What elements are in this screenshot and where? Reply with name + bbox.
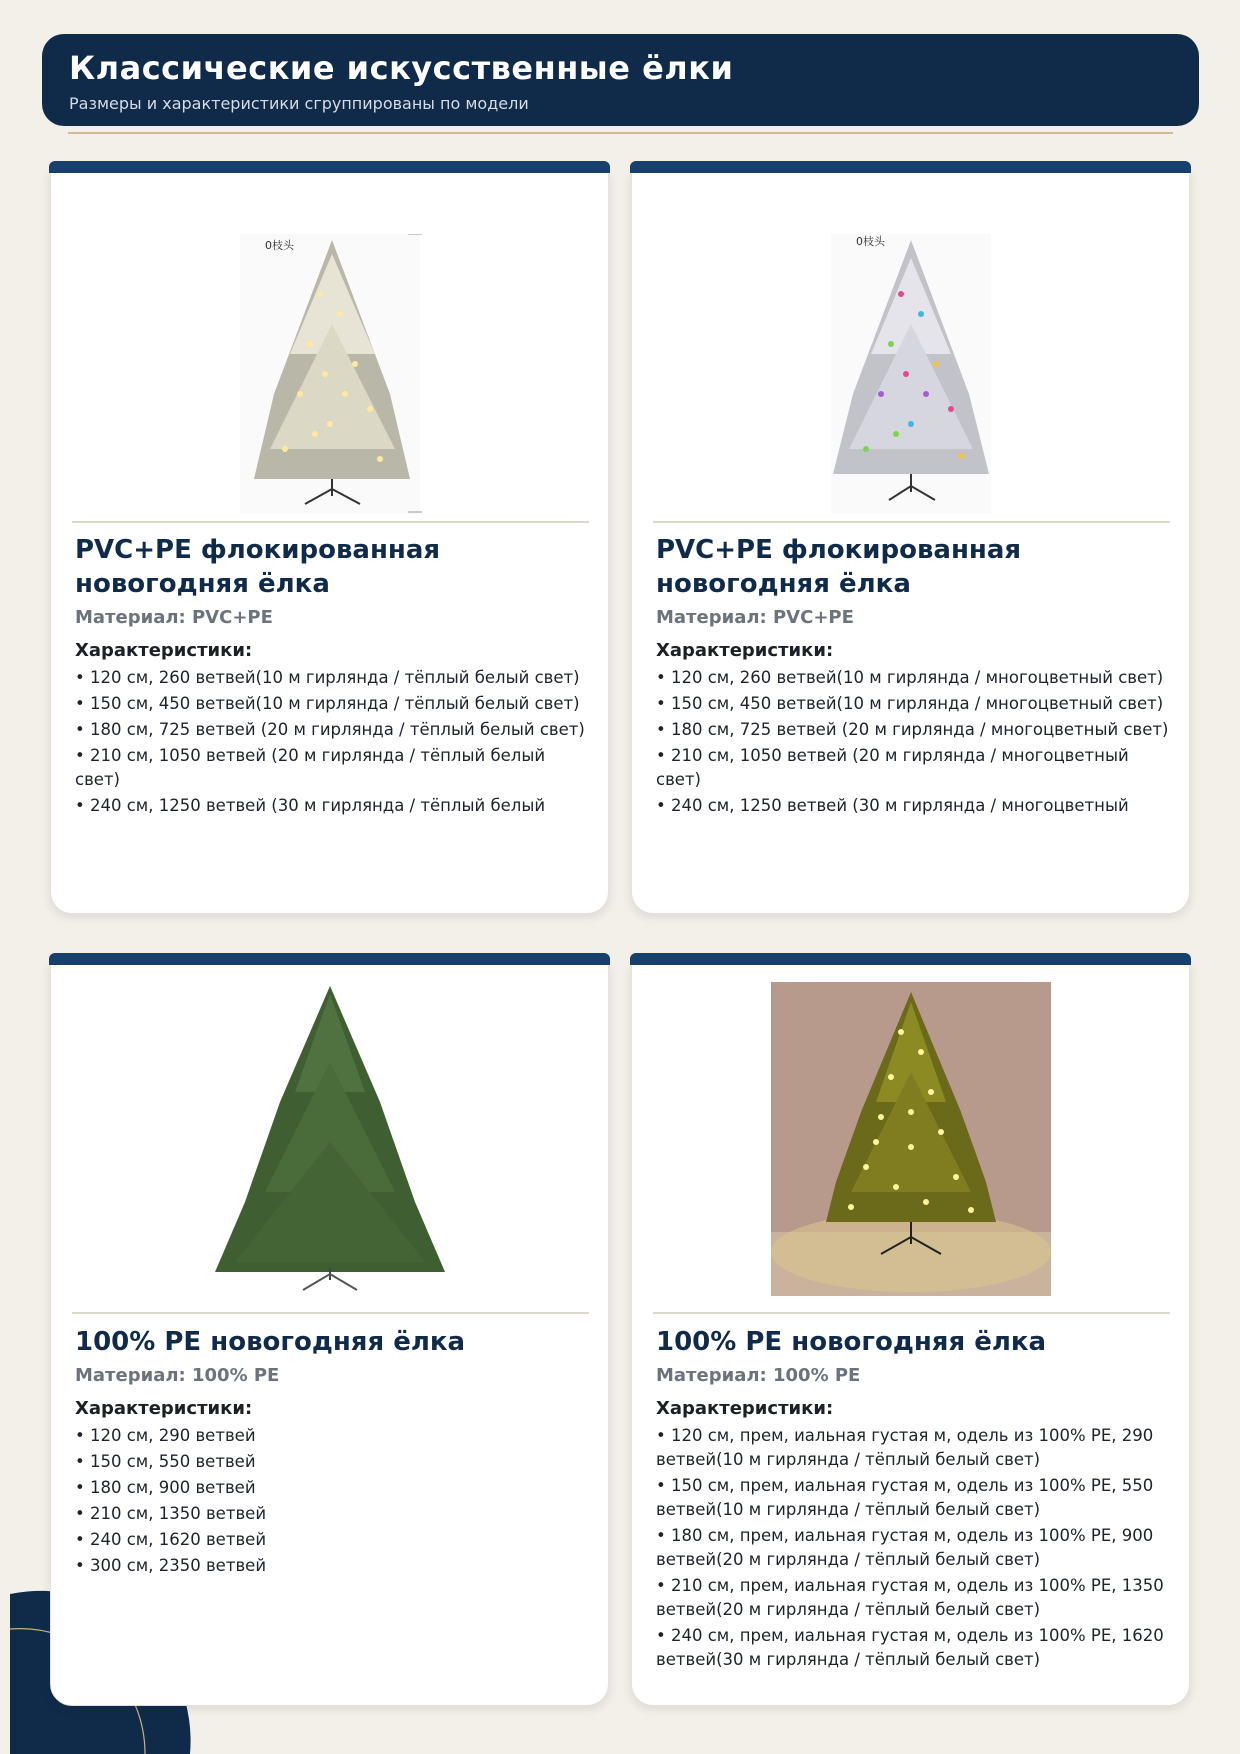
spec-item: • 150 см, 550 ветвей bbox=[75, 1452, 256, 1471]
spec-item: • 210 см, 1050 ветвей (20 м гирлянда / тёплый белый свет) bbox=[75, 746, 546, 789]
card-body bbox=[656, 1325, 1169, 1674]
specs-list bbox=[656, 1424, 1169, 1672]
spec-item: • 180 см, 725 ветвей (20 м гирлянда / тёплый белый свет) bbox=[75, 720, 585, 739]
product-card-flocked-multicolor bbox=[631, 172, 1190, 914]
card-body bbox=[75, 533, 588, 820]
spec-item: • 240 см, 1620 ветвей bbox=[75, 1530, 267, 1549]
spec-item: • 300 см, 2350 ветвей bbox=[75, 1556, 267, 1575]
spec-item: • 180 см, 725 ветвей (20 м гирлянда / многоцветный свет) bbox=[656, 720, 1169, 739]
product-card-pe-green bbox=[50, 964, 609, 1706]
image-caption: 0枝头 bbox=[265, 239, 294, 252]
product-title: PVC+PE флокированная новогодняя ёлка bbox=[656, 535, 1022, 599]
card-divider bbox=[72, 521, 589, 523]
specs-label: Характеристики: bbox=[656, 640, 834, 661]
spec-item: • 210 см, прем, иальная густая м, одель из 100% PE, 1350 ветвей(20 м гирлянда / тёплый белый свет) bbox=[656, 1576, 1164, 1619]
card-body bbox=[75, 1325, 588, 1580]
card-topbar bbox=[630, 953, 1191, 965]
spec-item: • 150 см, 450 ветвей(10 м гирлянда / тёплый белый свет) bbox=[75, 694, 580, 713]
flocked-tree-warm-lights-image bbox=[51, 209, 608, 539]
page-subtitle: Размеры и характеристики сгруппированы по модели bbox=[69, 93, 529, 113]
product-title: PVC+PE флокированная новогодняя ёлка bbox=[75, 535, 441, 599]
page-title: Классические искусственные ёлки bbox=[69, 49, 734, 87]
product-material: Материал: 100% PE bbox=[656, 1365, 861, 1386]
spec-item: • 240 см, 1250 ветвей (30 м гирлянда / многоцветный bbox=[656, 796, 1129, 815]
spec-item: • 210 см, 1050 ветвей (20 м гирлянда / многоцветный свет) bbox=[656, 746, 1129, 789]
spec-item: • 210 см, 1350 ветвей bbox=[75, 1504, 267, 1523]
product-card-pe-lit bbox=[631, 964, 1190, 1706]
spec-item: • 240 см, 1250 ветвей (30 м гирлянда / тёплый белый bbox=[75, 796, 546, 815]
specs-label: Характеристики: bbox=[75, 1398, 253, 1419]
spec-item: • 150 см, 450 ветвей(10 м гирлянда / многоцветный свет) bbox=[656, 694, 1164, 713]
product-material: Материал: PVC+PE bbox=[75, 607, 273, 628]
header-divider bbox=[68, 132, 1173, 134]
spec-item: • 150 см, прем, иальная густая м, одель из 100% PE, 550 ветвей(10 м гирлянда / тёплый белый свет) bbox=[656, 1476, 1154, 1519]
card-topbar bbox=[49, 161, 610, 173]
card-topbar bbox=[630, 161, 1191, 173]
lit-pe-tree-image bbox=[632, 980, 1189, 1298]
card-divider bbox=[72, 1312, 589, 1314]
product-material: Материал: PVC+PE bbox=[656, 607, 854, 628]
flocked-tree-multicolor-lights-image bbox=[632, 209, 1189, 539]
spec-item: • 180 см, 900 ветвей bbox=[75, 1478, 256, 1497]
spec-item: • 120 см, 260 ветвей(10 м гирлянда / тёплый белый свет) bbox=[75, 668, 580, 687]
product-material: Материал: 100% PE bbox=[75, 1365, 280, 1386]
image-caption: 0枝头 bbox=[856, 235, 885, 248]
specs-list bbox=[75, 666, 588, 818]
product-title: 100% PE новогодняя ёлка bbox=[656, 1327, 1047, 1357]
specs-list bbox=[75, 1424, 588, 1578]
specs-list bbox=[656, 666, 1169, 818]
card-topbar bbox=[49, 953, 610, 965]
green-pe-tree-image bbox=[51, 981, 608, 1299]
product-card-flocked-warm bbox=[50, 172, 609, 914]
spec-item: • 120 см, 260 ветвей(10 м гирлянда / многоцветный свет) bbox=[656, 668, 1164, 687]
product-title: 100% PE новогодняя ёлка bbox=[75, 1327, 466, 1357]
card-divider bbox=[653, 1312, 1170, 1314]
card-body bbox=[656, 533, 1169, 820]
specs-label: Характеристики: bbox=[75, 640, 253, 661]
card-divider bbox=[653, 521, 1170, 523]
spec-item: • 240 см, прем, иальная густая м, одель из 100% PE, 1620 ветвей(30 м гирлянда / тёплый белый свет) bbox=[656, 1626, 1164, 1669]
page-header bbox=[42, 34, 1199, 126]
spec-item: • 120 см, прем, иальная густая м, одель из 100% PE, 290 ветвей(10 м гирлянда / тёплый белый свет) bbox=[656, 1426, 1154, 1469]
spec-item: • 180 см, прем, иальная густая м, одель из 100% PE, 900 ветвей(20 м гирлянда / тёплый белый свет) bbox=[656, 1526, 1154, 1569]
spec-item: • 120 см, 290 ветвей bbox=[75, 1426, 256, 1445]
specs-label: Характеристики: bbox=[656, 1398, 834, 1419]
